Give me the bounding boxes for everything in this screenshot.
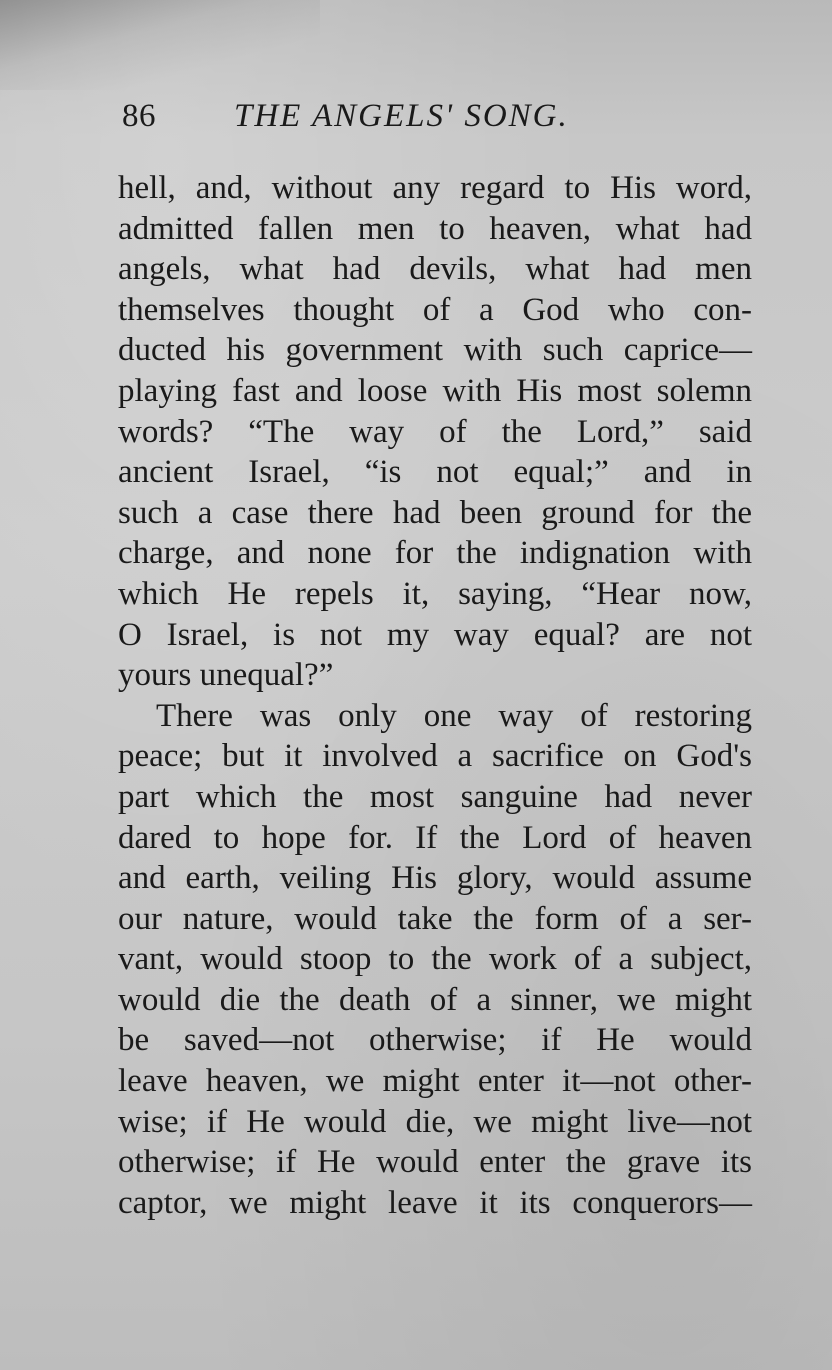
text-line: our nature, would take the form of a ser- bbox=[118, 900, 752, 937]
paragraph-end-line: yours unequal?” bbox=[118, 657, 334, 694]
running-title: THE ANGELS' SONG. bbox=[234, 98, 569, 134]
page-number: 86 bbox=[122, 98, 156, 134]
text-line: which He repels it, saying, “Hear now, bbox=[118, 575, 752, 612]
text-line: and earth, veiling His glory, would assume bbox=[118, 860, 752, 897]
text-line: O Israel, is not my way equal? are not bbox=[118, 616, 752, 653]
text-line: be saved—not otherwise; if He would bbox=[118, 1022, 752, 1059]
text-line: such a case there had been ground for the bbox=[118, 494, 752, 531]
paragraph-start-line: There was only one way of restoring bbox=[156, 697, 752, 734]
text-line: vant, would stoop to the work of a subject, bbox=[118, 941, 752, 978]
text-line: themselves thought of a God who con- bbox=[118, 291, 752, 328]
body-text bbox=[118, 168, 752, 1223]
running-head bbox=[122, 98, 762, 148]
text-line: wise; if He would die, we might live—not bbox=[118, 1103, 752, 1140]
text-line: admitted fallen men to heaven, what had bbox=[118, 210, 752, 247]
text-line: charge, and none for the indignation with bbox=[118, 535, 752, 572]
text-line: angels, what had devils, what had men bbox=[118, 251, 752, 288]
text-line: would die the death of a sinner, we might bbox=[118, 981, 752, 1018]
text-line: part which the most sanguine had never bbox=[118, 778, 752, 815]
text-line: dared to hope for. If the Lord of heaven bbox=[118, 819, 752, 856]
text-line: peace; but it involved a sacrifice on God's bbox=[118, 738, 752, 775]
text-line: leave heaven, we might enter it—not other- bbox=[118, 1063, 752, 1100]
text-line: words? “The way of the Lord,” said bbox=[118, 413, 752, 450]
text-line: ancient Israel, “is not equal;” and in bbox=[118, 454, 752, 491]
text-line: hell, and, without any regard to His word, bbox=[118, 170, 752, 206]
text-line: playing fast and loose with His most solemn bbox=[118, 372, 752, 409]
text-line: otherwise; if He would enter the grave its bbox=[118, 1144, 752, 1181]
text-line: captor, we might leave it its conquerors— bbox=[118, 1184, 752, 1221]
text-line: ducted his government with such caprice— bbox=[118, 332, 752, 369]
